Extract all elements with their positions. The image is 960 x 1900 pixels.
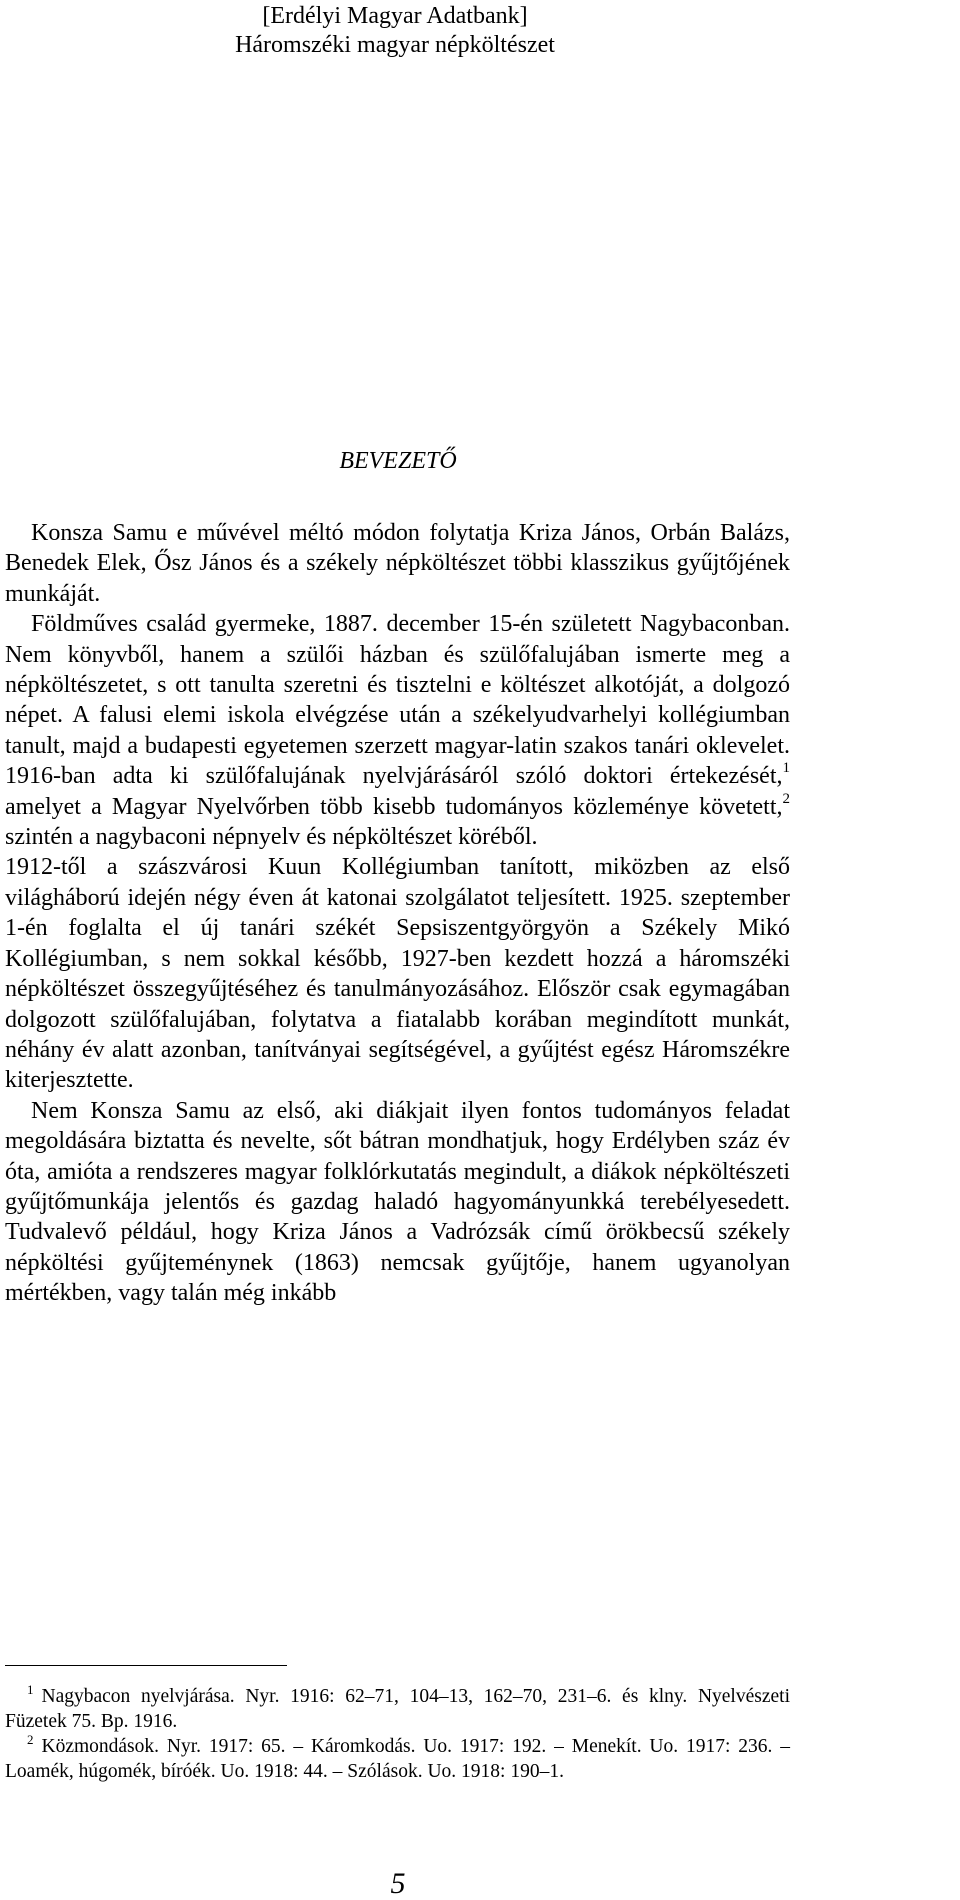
footnote-number: 2	[27, 1732, 34, 1747]
paragraph-4	[5, 1096, 790, 1309]
footnote-separator	[5, 1665, 287, 1666]
footnote-number: 1	[27, 1682, 34, 1697]
footnote-reference-1[interactable]: 1	[782, 760, 790, 777]
chapter-title: BEVEZETŐ	[339, 448, 457, 474]
paragraph-text: Földműves család gyermeke, 1887. december 15-én született Nagybaconban. Nem könyvből, hanem a szülői házban és szülőfalujában ismerte meg a népköltészetet, s ott tanulta szeretni és tisztelni e költészet alkotóját, a dolgozó népet. A falusi elemi iskola elvégzése után a székelyudvarhelyi kollégiumban tanult, majd a budapesti egyetemen szerzett magyar-latin szakos tanári oklevelet. 1916-ban adta ki szülőfalujának nyelvjárásáról szóló doktori értekezését,	[5, 611, 790, 790]
header-source: [Erdélyi Magyar Adatbank]	[262, 3, 528, 29]
footnote-1	[5, 1684, 790, 1734]
paragraph-text: 1912-től a szászvárosi Kuun Kollégiumban tanított, miközben az első világháború idején négy éven át katonai szolgálatot teljesített. 1925. szeptember 1-én foglalta el új tanári székét Sepsiszentgyörgyön a Székely Mikó Kollégiumban, s nem sokkal később, 1927-ben kezdett hozzá a háromszéki népköltészet összegyűjtéséhez és tanulmányozásához. Először csak egymagában dolgozott szülőfalujában, folytatva a fiatalabb korában megindított munkát, néhány év alatt azonban, tanítványai segítségével, a gyűjtést egész Háromszékre kiterjesztette.	[5, 854, 790, 1094]
paragraph-text: szintén a nagybaconi népnyelv és népköltészet köréből.	[5, 824, 538, 851]
page-header	[0, 2, 790, 60]
paragraph-text: Konsza Samu e művével méltó módon folytatja Kriza János, Orbán Balázs, Benedek Elek, Ősz János és a székely népköltészet többi klasszikus gyűjtőjének munkáját.	[5, 520, 790, 607]
paragraph-3	[5, 852, 790, 1095]
footnote-text: Közmondások. Nyr. 1917: 65. – Káromkodás. Uo. 1917: 192. – Menekít. Uo. 1917: 236. – Loamék, húgomék, bíróék. Uo. 1918: 44. – Szólások. Uo. 1918: 190–1.	[5, 1736, 790, 1782]
paragraph-1	[5, 518, 790, 609]
footnotes	[5, 1684, 790, 1784]
paragraph-text: amelyet a Magyar Nyelvőrben több kisebb tudományos közleménye követett,	[5, 793, 783, 820]
footnote-2	[5, 1734, 790, 1784]
footnote-reference-2[interactable]: 2	[782, 790, 790, 807]
body-text	[5, 518, 790, 1309]
paragraph-text: Nem Konsza Samu az első, aki diákjait ilyen fontos tudományos feladat megoldására biztatta és nevelte, sőt bátran mondhatjuk, hogy Erdélyben száz év óta, amióta a rendszeres magyar folklórkutatás megindult, a diákok népköltészeti gyűjtőmunkája jelentős és gazdag haladó hagyományunkká terebélyesedett. Tudvalevő például, hogy Kriza János a Vadrózsák című örökbecsű székely népköltési gyűjteménynek (1863) nemcsak gyűjtője, hanem ugyanolyan mértékben, vagy talán még inkább	[5, 1097, 790, 1307]
paragraph-2	[5, 609, 790, 852]
page-number: 5	[390, 1867, 406, 1900]
header-title: Háromszéki magyar népköltészet	[235, 32, 555, 58]
footnote-text: Nagybacon nyelvjárása. Nyr. 1916: 62–71, 104–13, 162–70, 231–6. és klny. Nyelvészeti Füzetek 75. Bp. 1916.	[5, 1686, 790, 1732]
